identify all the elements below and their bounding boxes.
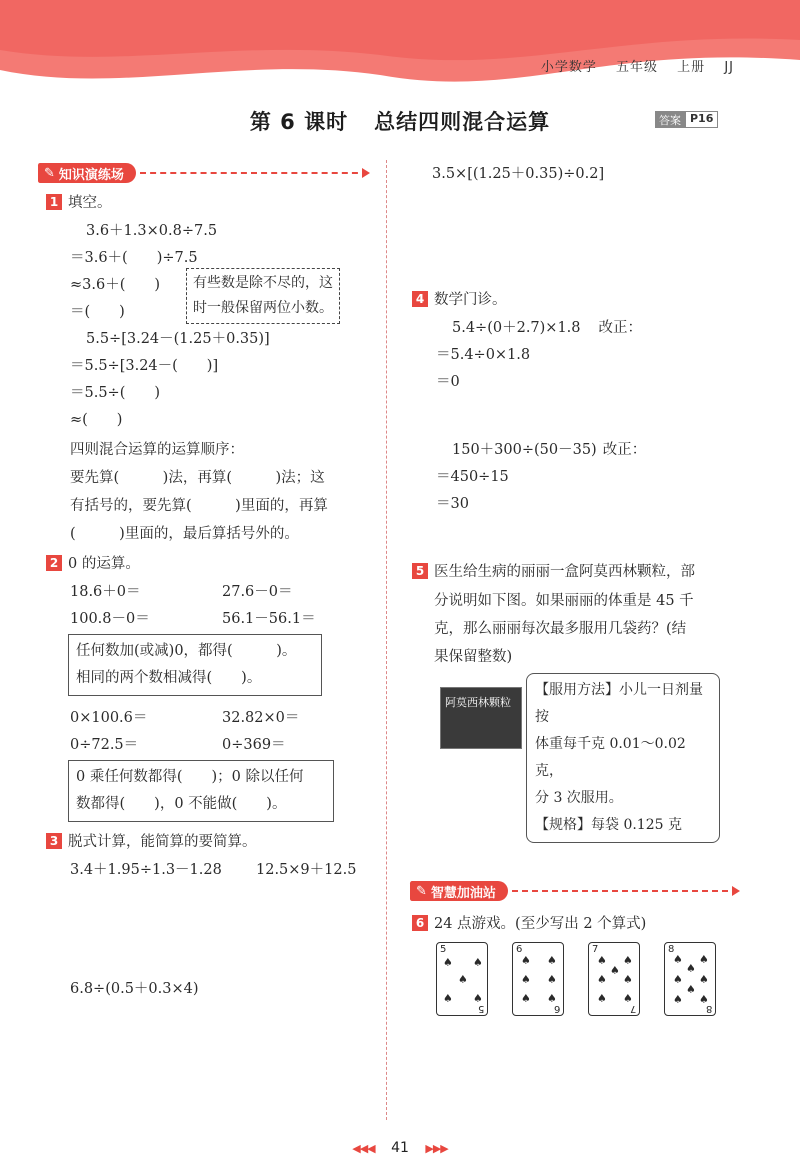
q5-line-4: 果保留整数) bbox=[434, 649, 513, 665]
answer-tag[interactable] bbox=[655, 111, 718, 128]
spade-icon: ♠ bbox=[699, 953, 709, 966]
header-volume: 上册 bbox=[677, 60, 706, 75]
q1-line: 四则混合运算的运算顺序： bbox=[70, 442, 244, 458]
card-rank: 7 bbox=[592, 944, 599, 955]
spade-icon: ♠ bbox=[458, 973, 468, 986]
q4-b-fix-label: 改正： bbox=[602, 442, 647, 458]
q4-a-line-1 bbox=[452, 316, 642, 337]
answer-label: 答案 bbox=[655, 111, 685, 128]
q5-number: 5 bbox=[412, 563, 428, 579]
playing-card-5 bbox=[436, 942, 488, 1016]
q1-line: ＝( ) bbox=[70, 304, 125, 320]
pencil-icon: ✎ bbox=[416, 883, 427, 899]
spade-icon: ♠ bbox=[673, 973, 683, 986]
q6-title: 24 点游戏。(至少写出 2 个算式) bbox=[434, 916, 647, 932]
q4-number: 4 bbox=[412, 291, 428, 307]
q1-line: ＝5.5÷( ) bbox=[70, 385, 161, 401]
spade-icon: ♠ bbox=[547, 973, 557, 986]
q3-expr-1: 3.4＋1.95÷1.3－1.28 bbox=[70, 862, 222, 878]
card-rank: 6 bbox=[553, 1003, 560, 1014]
medicine-info-line: 体重每千克 0.01～0.02 克， bbox=[535, 736, 686, 779]
q4-a-line-2: ＝5.4÷0×1.8 bbox=[436, 347, 531, 363]
q1-line: ( )里面的，最后算括号外的。 bbox=[70, 526, 299, 542]
q5-line-2: 分说明如下图。如果丽丽的体重是 45 千 bbox=[434, 593, 694, 609]
q1-line: 要先算( )法，再算( )法；这 bbox=[70, 470, 325, 486]
q6-heading bbox=[412, 912, 646, 933]
q1-line: 有括号的，要先算( )里面的，再算 bbox=[70, 498, 328, 514]
q2-number: 2 bbox=[46, 555, 62, 571]
card-rank: 7 bbox=[629, 1003, 636, 1014]
q3-expr-3: 6.8÷(0.5＋0.3×4) bbox=[70, 981, 199, 997]
q1-note-box bbox=[186, 268, 340, 324]
q2-expr: 32.82×0＝ bbox=[222, 710, 300, 726]
header-subject: 小学数学 bbox=[540, 60, 597, 75]
page-footer bbox=[0, 1140, 800, 1156]
q2-rule-line: 数都得( )，0 不能做( )。 bbox=[76, 796, 287, 812]
q4-title: 数学门诊。 bbox=[434, 292, 507, 308]
q4-a-expr: 5.4÷(0＋2.7)×1.8 bbox=[452, 320, 581, 336]
playing-card-7 bbox=[588, 942, 640, 1016]
q2-expr: 0÷369＝ bbox=[222, 737, 286, 753]
spade-icon: ♠ bbox=[686, 962, 696, 975]
banner-arrow-line bbox=[140, 172, 368, 174]
page-number: 41 bbox=[391, 1140, 409, 1156]
medicine-info-box bbox=[526, 673, 720, 843]
medicine-info-line: 【规格】每袋 0.125 克 bbox=[535, 817, 682, 833]
q3-expr-4: 3.5×[(1.25＋0.35)÷0.2] bbox=[432, 166, 605, 182]
q3-title: 脱式计算，能简算的要简算。 bbox=[68, 834, 257, 850]
prev-arrows-icon: ◀◀◀ bbox=[352, 1142, 375, 1155]
spade-icon: ♠ bbox=[597, 954, 607, 967]
spade-icon: ♠ bbox=[623, 992, 633, 1005]
q1-line: ＝3.6＋( )÷7.5 bbox=[70, 250, 198, 266]
lesson-topic: 总结四则混合运算 bbox=[374, 110, 551, 134]
card-rank: 5 bbox=[477, 1003, 484, 1014]
card-rank: 8 bbox=[705, 1003, 712, 1014]
q2-rule-box-1 bbox=[68, 634, 322, 696]
spade-icon: ♠ bbox=[686, 983, 696, 996]
challenge-banner-label: 智慧加油站 bbox=[430, 885, 496, 901]
q3-number: 3 bbox=[46, 833, 62, 849]
section-banner-challenge bbox=[410, 880, 738, 902]
q2-title: 0 的运算。 bbox=[68, 556, 140, 572]
spade-icon: ♠ bbox=[443, 992, 453, 1005]
q2-rule-line: 相同的两个数相减得( )。 bbox=[76, 670, 262, 686]
spade-icon: ♠ bbox=[443, 956, 453, 969]
spade-icon: ♠ bbox=[673, 993, 683, 1006]
q4-b-expr: 150＋300÷(50－35) bbox=[452, 442, 597, 458]
spade-icon: ♠ bbox=[699, 993, 709, 1006]
header-grade: 五年级 bbox=[616, 60, 659, 75]
medicine-info-line: 分 3 次服用。 bbox=[535, 790, 623, 806]
q2-heading bbox=[46, 552, 140, 573]
q1-note-line: 时一般保留两位小数。 bbox=[193, 300, 333, 316]
q1-line: ≈3.6＋( ) bbox=[70, 277, 161, 293]
header-edition: JJ bbox=[724, 60, 734, 75]
medicine-package-label: 阿莫西林颗粒 bbox=[445, 696, 511, 709]
practice-banner-pill bbox=[38, 163, 136, 183]
q2-expr: 100.8－0＝ bbox=[70, 611, 150, 627]
q2-expr: 56.1－56.1＝ bbox=[222, 611, 316, 627]
q2-expr: 18.6＋0＝ bbox=[70, 584, 141, 600]
spade-icon: ♠ bbox=[473, 956, 483, 969]
q1-line: ≈( ) bbox=[70, 412, 123, 428]
q5-line-1 bbox=[412, 560, 695, 581]
spade-icon: ♠ bbox=[547, 992, 557, 1005]
q1-line: 3.6＋1.3×0.8÷7.5 bbox=[86, 223, 218, 239]
playing-card-6 bbox=[512, 942, 564, 1016]
q1-note-line: 有些数是除不尽的，这 bbox=[193, 275, 333, 291]
q2-rule-line: 任何数加(或减)0，都得( )。 bbox=[76, 643, 297, 659]
q4-a-line-3: ＝0 bbox=[436, 374, 460, 390]
spade-icon: ♠ bbox=[623, 954, 633, 967]
playing-card-8 bbox=[664, 942, 716, 1016]
q6-number: 6 bbox=[412, 915, 428, 931]
next-arrows-icon: ▶▶▶ bbox=[425, 1142, 448, 1155]
challenge-banner-pill bbox=[410, 881, 508, 901]
q4-b-line-1 bbox=[452, 438, 646, 459]
q2-rule-box-2 bbox=[68, 760, 334, 822]
q4-heading bbox=[412, 288, 507, 309]
q2-expr: 0×100.6＝ bbox=[70, 710, 148, 726]
section-banner-practice bbox=[38, 162, 368, 184]
q1-line: 5.5÷[3.24－(1.25＋0.35)] bbox=[86, 331, 270, 347]
practice-banner-label: 知识演练场 bbox=[58, 167, 124, 183]
spade-icon: ♠ bbox=[521, 954, 531, 967]
card-rank: 6 bbox=[516, 944, 523, 955]
q1-title: 填空。 bbox=[68, 195, 112, 211]
spade-icon: ♠ bbox=[623, 973, 633, 986]
answer-page: P16 bbox=[685, 111, 718, 128]
q2-expr: 0÷72.5＝ bbox=[70, 737, 139, 753]
q2-rule-line: 0 乘任何数都得( )；0 除以任何 bbox=[76, 769, 304, 785]
medicine-package-image bbox=[440, 687, 522, 749]
spade-icon: ♠ bbox=[610, 964, 620, 977]
q1-number: 1 bbox=[46, 194, 62, 210]
q3-expr-2: 12.5×9＋12.5 bbox=[256, 862, 357, 878]
spade-icon: ♠ bbox=[521, 973, 531, 986]
q1-line: ＝5.5÷[3.24－( )] bbox=[70, 358, 219, 374]
q4-b-line-3: ＝30 bbox=[436, 496, 469, 512]
spade-icon: ♠ bbox=[673, 953, 683, 966]
spade-icon: ♠ bbox=[699, 973, 709, 986]
header-band bbox=[0, 0, 800, 100]
card-rank: 8 bbox=[668, 944, 675, 955]
q2-expr: 27.6－0＝ bbox=[222, 584, 293, 600]
column-divider bbox=[386, 160, 387, 1120]
banner-arrow-line bbox=[512, 890, 738, 892]
spade-icon: ♠ bbox=[547, 954, 557, 967]
header-info bbox=[527, 56, 734, 75]
medicine-info-line: 【服用方法】小儿一日剂量按 bbox=[535, 682, 703, 725]
card-rank: 5 bbox=[440, 944, 447, 955]
lesson-number: 第 6 课时 bbox=[249, 110, 349, 134]
pencil-icon: ✎ bbox=[44, 165, 55, 181]
q5-line-3: 克，那么丽丽每次最多服用几袋药？(结 bbox=[434, 621, 687, 637]
q4-b-line-2: ＝450÷15 bbox=[436, 469, 509, 485]
spade-icon: ♠ bbox=[521, 992, 531, 1005]
q1-heading bbox=[46, 191, 112, 212]
q5-text: 医生给生病的丽丽一盒阿莫西林颗粒，部 bbox=[434, 564, 695, 580]
q4-a-fix-label: 改正： bbox=[598, 320, 643, 336]
spade-icon: ♠ bbox=[597, 992, 607, 1005]
q3-heading bbox=[46, 830, 257, 851]
spade-icon: ♠ bbox=[597, 973, 607, 986]
spade-icon: ♠ bbox=[473, 992, 483, 1005]
